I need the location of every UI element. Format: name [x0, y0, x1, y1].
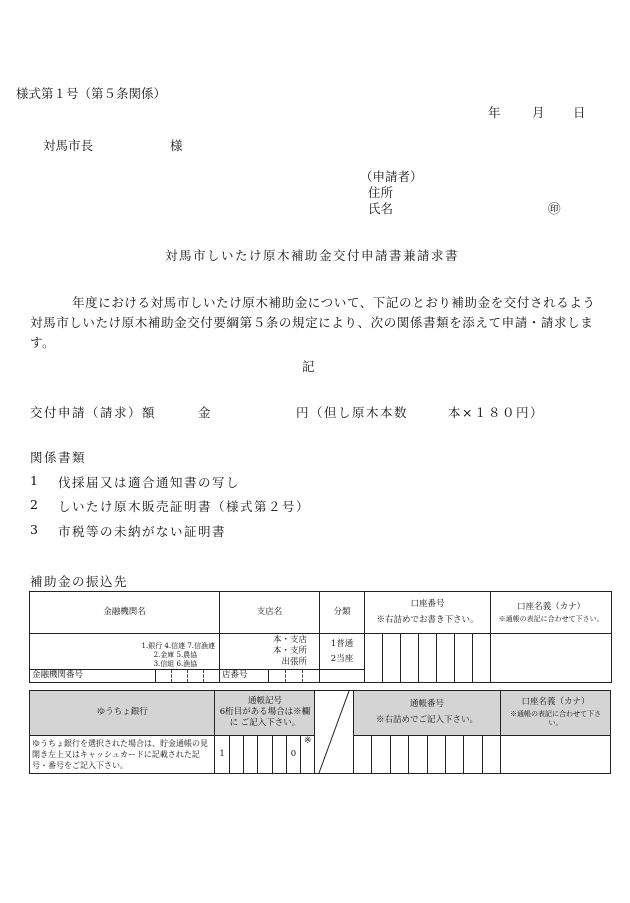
institution-code-label: 金融機関番号	[32, 670, 84, 680]
inst-type-gyokyo[interactable]: 6.漁協	[176, 660, 198, 668]
account-holder-field[interactable]	[491, 634, 612, 683]
institution-code-row	[30, 670, 220, 683]
account-digit-7[interactable]	[473, 634, 491, 683]
yucho-header-bank: ゆうちょ銀行	[30, 691, 215, 736]
yucho-number-digit-5[interactable]	[427, 735, 445, 773]
branch-code-row	[220, 670, 320, 683]
yucho-header-number	[354, 691, 501, 736]
inst-code-digit-1[interactable]	[155, 670, 171, 682]
addressee-name: 対馬市長	[43, 138, 94, 153]
inst-type-shinren[interactable]: 4.信連	[164, 642, 186, 650]
yucho-code-label: 通帳記号	[247, 696, 282, 707]
amount-label: 交付申請（請求）額	[30, 405, 157, 420]
branch-code-digit-1[interactable]	[268, 670, 285, 682]
yucho-holder-field[interactable]	[500, 735, 610, 773]
branch-code-digit-2[interactable]	[285, 670, 302, 682]
body-paragraph: 年度における対馬市しいたけ原木補助金について、下記のとおり補助金を交付されるよう対馬市しいたけ原木補助金交付要綱第５条の規定により、次の関係書類を添えて申請・請求します。	[30, 295, 596, 350]
yucho-holder-note: ※通帳の表記に合わせて下さい。	[509, 710, 601, 728]
amount-kin: 金	[198, 405, 211, 420]
branch-type-options[interactable]	[220, 634, 320, 670]
account-type-futsu[interactable]: 1普通	[330, 638, 354, 649]
type-blank	[320, 670, 365, 683]
yucho-number-digit-4[interactable]	[409, 735, 427, 773]
inst-code-digit-3[interactable]	[187, 670, 203, 682]
doc-text-3: 市税等の未納がない証明書	[58, 524, 227, 539]
account-digit-1[interactable]	[365, 634, 383, 683]
ki-mark: 記	[302, 359, 315, 374]
date-month: 月	[532, 105, 545, 120]
holder-label: 口座名義（カナ）	[517, 601, 586, 612]
bank-header-type: 分類	[320, 592, 365, 634]
account-note: ※右詰めでお書き下さい。	[376, 615, 479, 625]
branch-type-honshiten[interactable]: 本・支店	[272, 635, 307, 645]
bank-header-account	[365, 592, 491, 634]
doc-no-1: 1	[30, 473, 38, 488]
branch-type-honshisho[interactable]: 本・支所	[272, 646, 307, 656]
yucho-code-mark[interactable]: ※	[301, 735, 315, 773]
yucho-number-digit-1[interactable]	[354, 735, 372, 773]
account-digit-3[interactable]	[401, 634, 419, 683]
bank-header-branch: 支店名	[220, 592, 320, 634]
yucho-holder-label: 口座名義（カナ）	[521, 697, 590, 708]
amount-yen: 円（但し原木本数	[296, 405, 409, 420]
holder-note: ※通帳の表記に合わせて下さい。	[498, 614, 604, 623]
doc-no-3: 3	[30, 522, 38, 537]
applicant-name: 氏名	[368, 201, 394, 216]
docs-heading: 関係書類	[30, 450, 87, 465]
yucho-code-digit-1: 1	[215, 735, 229, 773]
bank-header-institution: 金融機関名	[30, 592, 220, 634]
yucho-number-digit-7[interactable]	[464, 735, 482, 773]
account-digit-6[interactable]	[455, 634, 473, 683]
account-digit-4[interactable]	[419, 634, 437, 683]
yucho-code-digit-3[interactable]	[244, 735, 258, 773]
yucho-code-digit-6: 0	[286, 735, 300, 773]
inst-type-kinko[interactable]: 2.金庫	[153, 651, 175, 659]
account-type-options[interactable]	[320, 634, 365, 670]
applicant-label: （申請者）	[360, 169, 423, 184]
institution-type-options[interactable]	[30, 634, 220, 670]
account-digit-2[interactable]	[383, 634, 401, 683]
yucho-code-note: 6桁目がある場合は※欄に ご記入下さい。	[219, 707, 311, 729]
date-day: 日	[573, 105, 586, 120]
yucho-number-digit-6[interactable]	[445, 735, 463, 773]
yucho-instruction: ゆうちょ銀行を選択された場合は、貯金通帳の見開き左上又はキャッシュカードに記載された記号・番号をご記入下さい。	[30, 735, 215, 773]
addressee-honorific: 様	[170, 138, 183, 153]
page-title: 対馬市しいたけ原木補助金交付申請書兼請求書	[165, 248, 460, 263]
inst-code-digit-4[interactable]	[203, 670, 219, 682]
yucho-number-label: 通帳番号	[410, 699, 445, 710]
yucho-number-note: ※右詰めでご記入下さい。	[376, 715, 479, 726]
form-number: 様式第１号（第５条関係）	[16, 86, 167, 101]
doc-text-2: しいたけ原木販売証明書（様式第２号）	[58, 499, 311, 514]
yucho-code-digit-5[interactable]	[272, 735, 286, 773]
doc-text-1: 伐採届又は適合通知書の写し	[58, 475, 241, 490]
yucho-number-digit-2[interactable]	[372, 735, 390, 773]
branch-code-digit-3[interactable]	[302, 670, 319, 682]
branch-type-shutchojo[interactable]: 出張所	[281, 657, 307, 667]
yucho-number-digit-3[interactable]	[390, 735, 408, 773]
yucho-number-digit-8[interactable]	[482, 735, 500, 773]
applicant-address: 住所	[368, 185, 394, 200]
amount-per-log: 本×１８０円）	[448, 405, 544, 420]
inst-type-bank[interactable]: 1.銀行	[141, 642, 163, 650]
doc-no-2: 2	[30, 497, 38, 512]
inst-type-shinkumi[interactable]: 3.信組	[153, 660, 175, 668]
account-type-toza[interactable]: 2当座	[330, 653, 354, 664]
seal-mark: ㊞	[548, 201, 561, 216]
diagonal-line	[315, 691, 353, 773]
transfer-heading: 補助金の振込先	[30, 574, 129, 589]
yucho-header-holder	[500, 691, 610, 736]
yucho-code-digit-2[interactable]	[229, 735, 243, 773]
bank-header-holder	[491, 592, 612, 634]
inst-type-nokyo[interactable]: 5.農協	[176, 651, 198, 659]
inst-code-digit-2[interactable]	[171, 670, 187, 682]
yucho-header-code	[215, 691, 315, 736]
branch-code-label: 店番号	[222, 670, 248, 680]
yucho-table	[29, 690, 611, 774]
diagonal-divider	[315, 691, 354, 774]
bank-table	[29, 591, 612, 683]
date-year: 年	[488, 105, 501, 120]
yucho-code-digit-4[interactable]	[258, 735, 272, 773]
inst-type-shingyoren[interactable]: 7.信漁連	[187, 642, 215, 650]
account-label: 口座番号	[410, 599, 445, 609]
account-digit-5[interactable]	[437, 634, 455, 683]
